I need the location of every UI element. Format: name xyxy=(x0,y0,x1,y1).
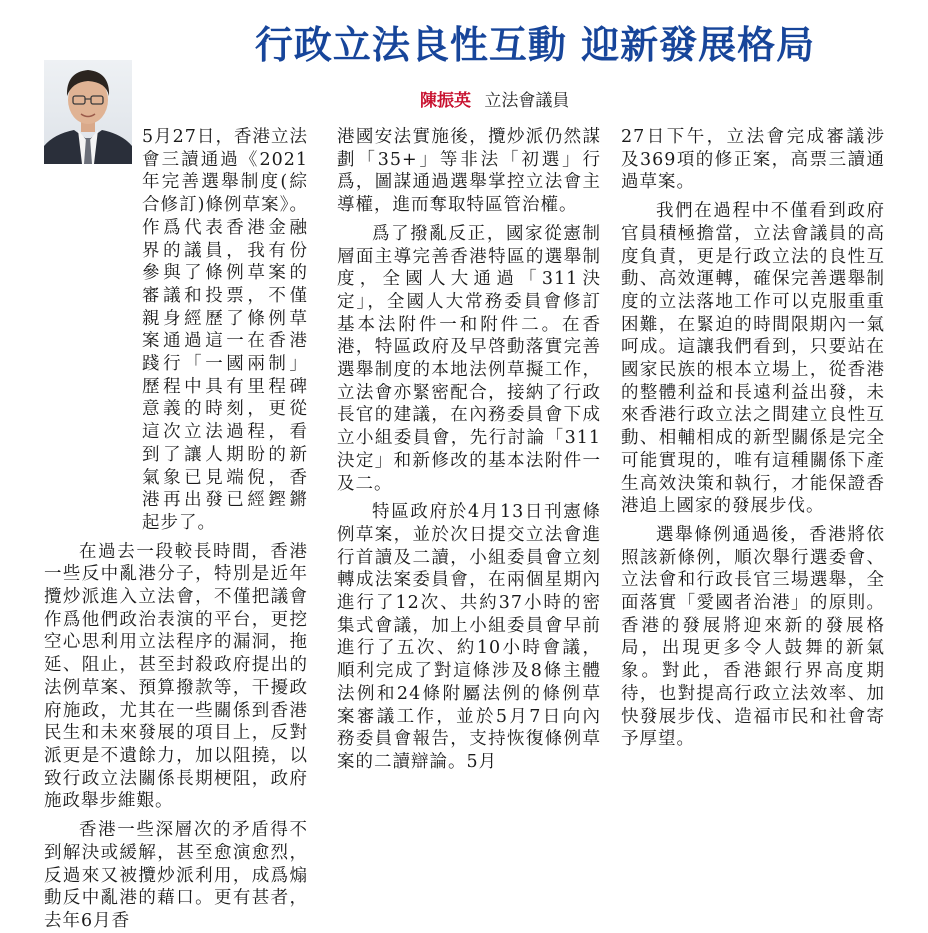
article-column-3 xyxy=(621,126,885,766)
article-column-2 xyxy=(337,126,601,772)
headline: 行政立法良性互動 迎新發展格局 xyxy=(254,23,816,67)
paragraph: 港國安法實施後，攬炒派仍然謀劃「35+」等非法「初選」行爲，圖謀通過選舉掌控立法會主導權，進而奪取特區管治權。 xyxy=(337,127,601,216)
byline xyxy=(420,88,569,114)
paragraph: 香港一些深層次的矛盾得不到解決或緩解，甚至愈演愈烈，反過來又被攬炒派利用，成爲煽動反中亂港的藉口。更有甚者，去年6月香 xyxy=(44,820,308,931)
author-name: 陳振英 xyxy=(420,91,471,111)
paragraph: 27日下午，立法會完成審議涉及369項的修正案，高票三讀通過草案。 xyxy=(621,127,885,193)
paragraph: 在過去一段較長時間，香港一些反中亂港分子，特別是近年攬炒派進入立法會，不僅把議會作爲他們政治表演的平台，更挖空心思利用立法程序的漏洞，拖延、阻止，甚至封殺政府提出的法例草案、預算撥款等，干擾政府施政，尤其在一些關係到香港民生和未來發展的項目上，反對派更是不遺餘力，加以阻撓，以致行政立法關係長期梗阻，政府施政舉步維艱。 xyxy=(44,541,308,812)
paragraph: 5月27日，香港立法會三讀通過《2021年完善選舉制度(綜合修訂)條例草案》。作爲代表香港金融界的議員，我有份參與了條例草案的審議和投票，不僅親身經歷了條例草案通過這一在香港踐行「一國兩制」歷程中具有里程碑意義的時刻，更從這次立法過程，看到了讓人期盼的新氣象已見端倪，香港再出發已經鏗鏘起步了。 xyxy=(142,127,308,533)
author-title: 立法會議員 xyxy=(484,91,570,111)
paragraph: 爲了撥亂反正，國家從憲制層面主導完善香港特區的選舉制度，全國人大通過「311決定」，全國人大常務委員會修訂基本法附件一和附件二。在香港，特區政府及早啓動落實完善選舉制度的本地法例草擬工作，立法會亦緊密配合，接納了行政長官的建議，在內務委員會下成立小組委員會，先行討論「311決定」和新修改的基本法附件一及二。 xyxy=(337,223,601,494)
paragraph: 選舉條例通過後，香港將依照該新條例，順次舉行選委會、立法會和行政長官三場選舉，全面落實「愛國者治港」的原則。香港的發展將迎來新的發展格局，出現更多令人鼓舞的新氣象。對此，香港銀行界高度期待，也對提高行政立法效率、加快發展步伐、造福市民和社會寄予厚望。 xyxy=(621,524,885,750)
paragraph: 特區政府於4月13日刊憲條例草案，並於次日提交立法會進行首讀及二讀，小組委員會立刻轉成法案委員會，在兩個星期內進行了12次、共約37小時的密集式會議，加上小組委員會早前進行了五次、約10小時會議，順利完成了對這條涉及8條主體法例和24條附屬法例的條例草案審議工作，並於5月7日向內務委員會報告，支持恢復條例草案的二讀辯論。5月 xyxy=(337,502,601,772)
paragraph: 我們在過程中不僅看到政府官員積極擔當，立法會議員的高度負責，更是行政立法的良性互動、高效運轉，確保完善選舉制度的立法落地工作可以克服重重困難，在緊迫的時間限期內一氣呵成。這讓我們看到，只要站在國家民族的根本立場上，從香港的整體利益和長遠利益出發，未來香港行政立法之間建立良性互動、相輔相成的新型關係是完全可能實現的，唯有這種關係下產生高效決策和執行，才能保證香港追上國家的發展步伐。 xyxy=(621,201,885,517)
article-column-1 xyxy=(44,126,308,931)
